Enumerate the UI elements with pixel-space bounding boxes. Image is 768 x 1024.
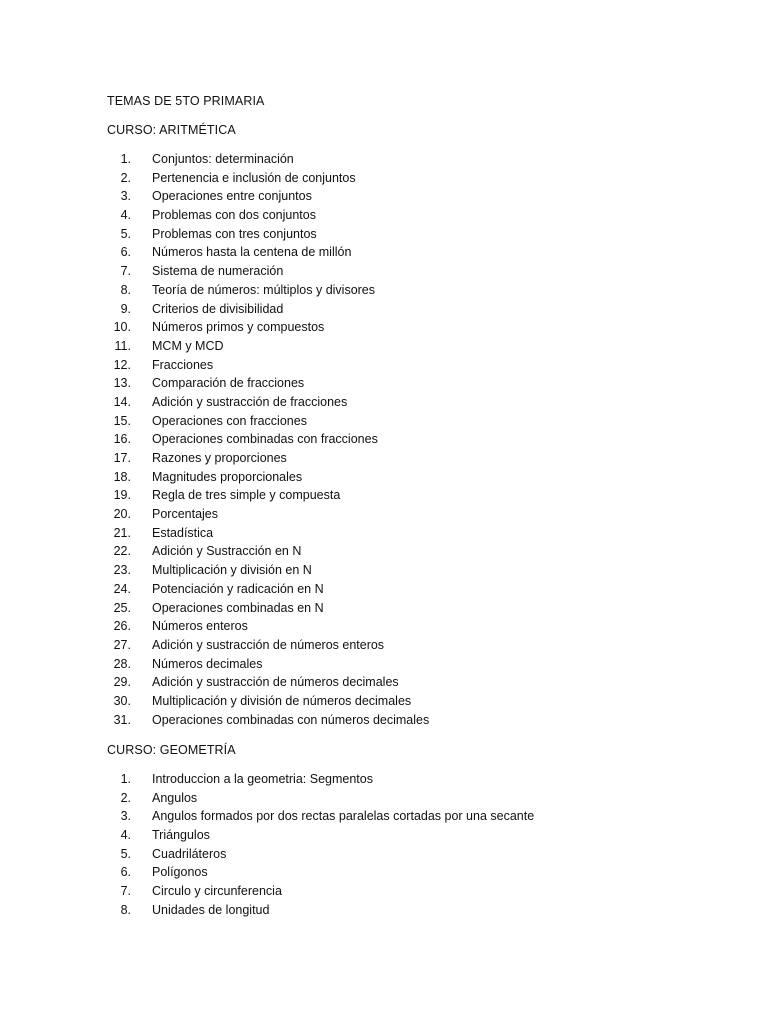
- list-item-number: 12 .: [107, 356, 141, 375]
- list-item-number: 30 .: [107, 692, 141, 711]
- list-item-text: Adición y sustracción de números decimales: [152, 675, 399, 690]
- list-item-text: Adición y Sustracción en N: [152, 544, 302, 559]
- list-item-text: Porcentajes: [152, 507, 219, 522]
- list-item-number: 2 .: [107, 789, 141, 808]
- list-item-number: 4 .: [107, 826, 141, 845]
- list-item-number: 19 .: [107, 486, 141, 505]
- list-item-number: 24 .: [107, 580, 141, 599]
- list-item-text: Cuadriláteros: [152, 846, 227, 861]
- list-item-text: Teoría de números: múltiplos y divisores: [152, 282, 376, 297]
- list-item-number: 15 .: [107, 412, 141, 431]
- list-item-text: Unidades de longitud: [152, 902, 270, 917]
- list-item-text: Potenciación y radicación en N: [152, 581, 324, 596]
- list-item-number: 2 .: [107, 169, 141, 188]
- list-item-text: Sistema de numeración: [152, 264, 284, 279]
- list-item-text: Números primos y compuestos: [152, 320, 325, 335]
- list-item-number: 3 .: [107, 807, 141, 826]
- list-item-number: 1 .: [107, 770, 141, 789]
- list-item-text: Números hasta la centena de millón: [152, 245, 352, 260]
- list-item-text: Operaciones combinadas con fracciones: [152, 432, 378, 447]
- list-item-number: 11 .: [107, 337, 141, 356]
- list-item-number: 8 .: [107, 901, 141, 920]
- list-item-text: Operaciones combinadas en N: [152, 600, 324, 615]
- list-item-number: 9 .: [107, 300, 141, 319]
- list-item-number: 25 .: [107, 599, 141, 618]
- list-item-text: Pertenencia e inclusión de conjuntos: [152, 170, 356, 185]
- list-item-text: Operaciones combinadas con números decimales: [152, 712, 430, 727]
- list-item-text: Conjuntos: determinación: [152, 152, 294, 166]
- list-item-text: Operaciones con fracciones: [152, 413, 307, 428]
- list-item-number: 1 .: [107, 150, 141, 169]
- list-item-text: Multiplicación y división en N: [152, 563, 312, 578]
- document-title: TEMAS DE 5TO PRIMARIA: [107, 94, 265, 108]
- list-item-text: Multiplicación y división de números decimales: [152, 693, 412, 708]
- list-item-number: 17 .: [107, 449, 141, 468]
- list-item-text: Números decimales: [152, 656, 263, 671]
- list-item-number: 6 .: [107, 243, 141, 262]
- list-item-text: Circulo y circunferencia: [152, 884, 282, 899]
- list-item-number: 7 .: [107, 262, 141, 281]
- list-item-text: Problemas con dos conjuntos: [152, 208, 316, 223]
- list-item-text: Fracciones: [152, 357, 214, 372]
- list-item-number: 5 .: [107, 845, 141, 864]
- list-item-text: Operaciones entre conjuntos: [152, 189, 312, 204]
- list-item-text: Introduccion a la geometria: Segmentos: [152, 772, 373, 786]
- list-item-number: 29 .: [107, 673, 141, 692]
- list-item-number: 28 .: [107, 655, 141, 674]
- list-item-text: Polígonos: [152, 865, 208, 880]
- section-heading-aritmetica: CURSO: ARITMÉTICA: [107, 123, 236, 137]
- list-item-number: 27 .: [107, 636, 141, 655]
- list-item-number: 16 .: [107, 430, 141, 449]
- list-item-number: 13 .: [107, 374, 141, 393]
- section-heading-geometria: CURSO: GEOMETRÍA: [107, 743, 236, 757]
- list-item-text: Problemas con tres conjuntos: [152, 226, 317, 241]
- list-item-number: 3 .: [107, 187, 141, 206]
- list-item-number: 4 .: [107, 206, 141, 225]
- list-item-number: 7 .: [107, 882, 141, 901]
- list-item-number: 14 .: [107, 393, 141, 412]
- list-item-number: 6 .: [107, 863, 141, 882]
- list-item-number: 20 .: [107, 505, 141, 524]
- list-item-text: Angulos formados por dos rectas paralelas cortadas por una secante: [152, 809, 535, 824]
- list-item-number: 18 .: [107, 468, 141, 487]
- list-item-text: Comparación de fracciones: [152, 376, 305, 391]
- list-item-number: 31 .: [107, 711, 141, 730]
- list-item-text: Adición y sustracción de números enteros: [152, 637, 385, 652]
- list-item-text: MCM y MCD: [152, 338, 224, 353]
- list-item-text: Razones y proporciones: [152, 451, 287, 465]
- list-item-number: 5 .: [107, 225, 141, 244]
- list-item-number: 26 .: [107, 617, 141, 636]
- list-item-text: Estadística: [152, 525, 214, 540]
- list-item-text: Regla de tres simple y compuesta: [152, 488, 341, 503]
- list-item-text: Criterios de divisibilidad: [152, 301, 284, 316]
- list-item-text: Números enteros: [152, 619, 248, 634]
- list-item-number: 22 .: [107, 542, 141, 561]
- list-item-text: Adición y sustracción de fracciones: [152, 394, 348, 409]
- list-item-text: Angulos: [152, 790, 198, 805]
- list-item-number: 10 .: [107, 318, 141, 337]
- list-item-text: Triángulos: [152, 828, 210, 843]
- list-item-number: 21 .: [107, 524, 141, 543]
- list-item-number: 23 .: [107, 561, 141, 580]
- list-item-text: Magnitudes proporcionales: [152, 469, 303, 484]
- list-item-number: 8 .: [107, 281, 141, 300]
